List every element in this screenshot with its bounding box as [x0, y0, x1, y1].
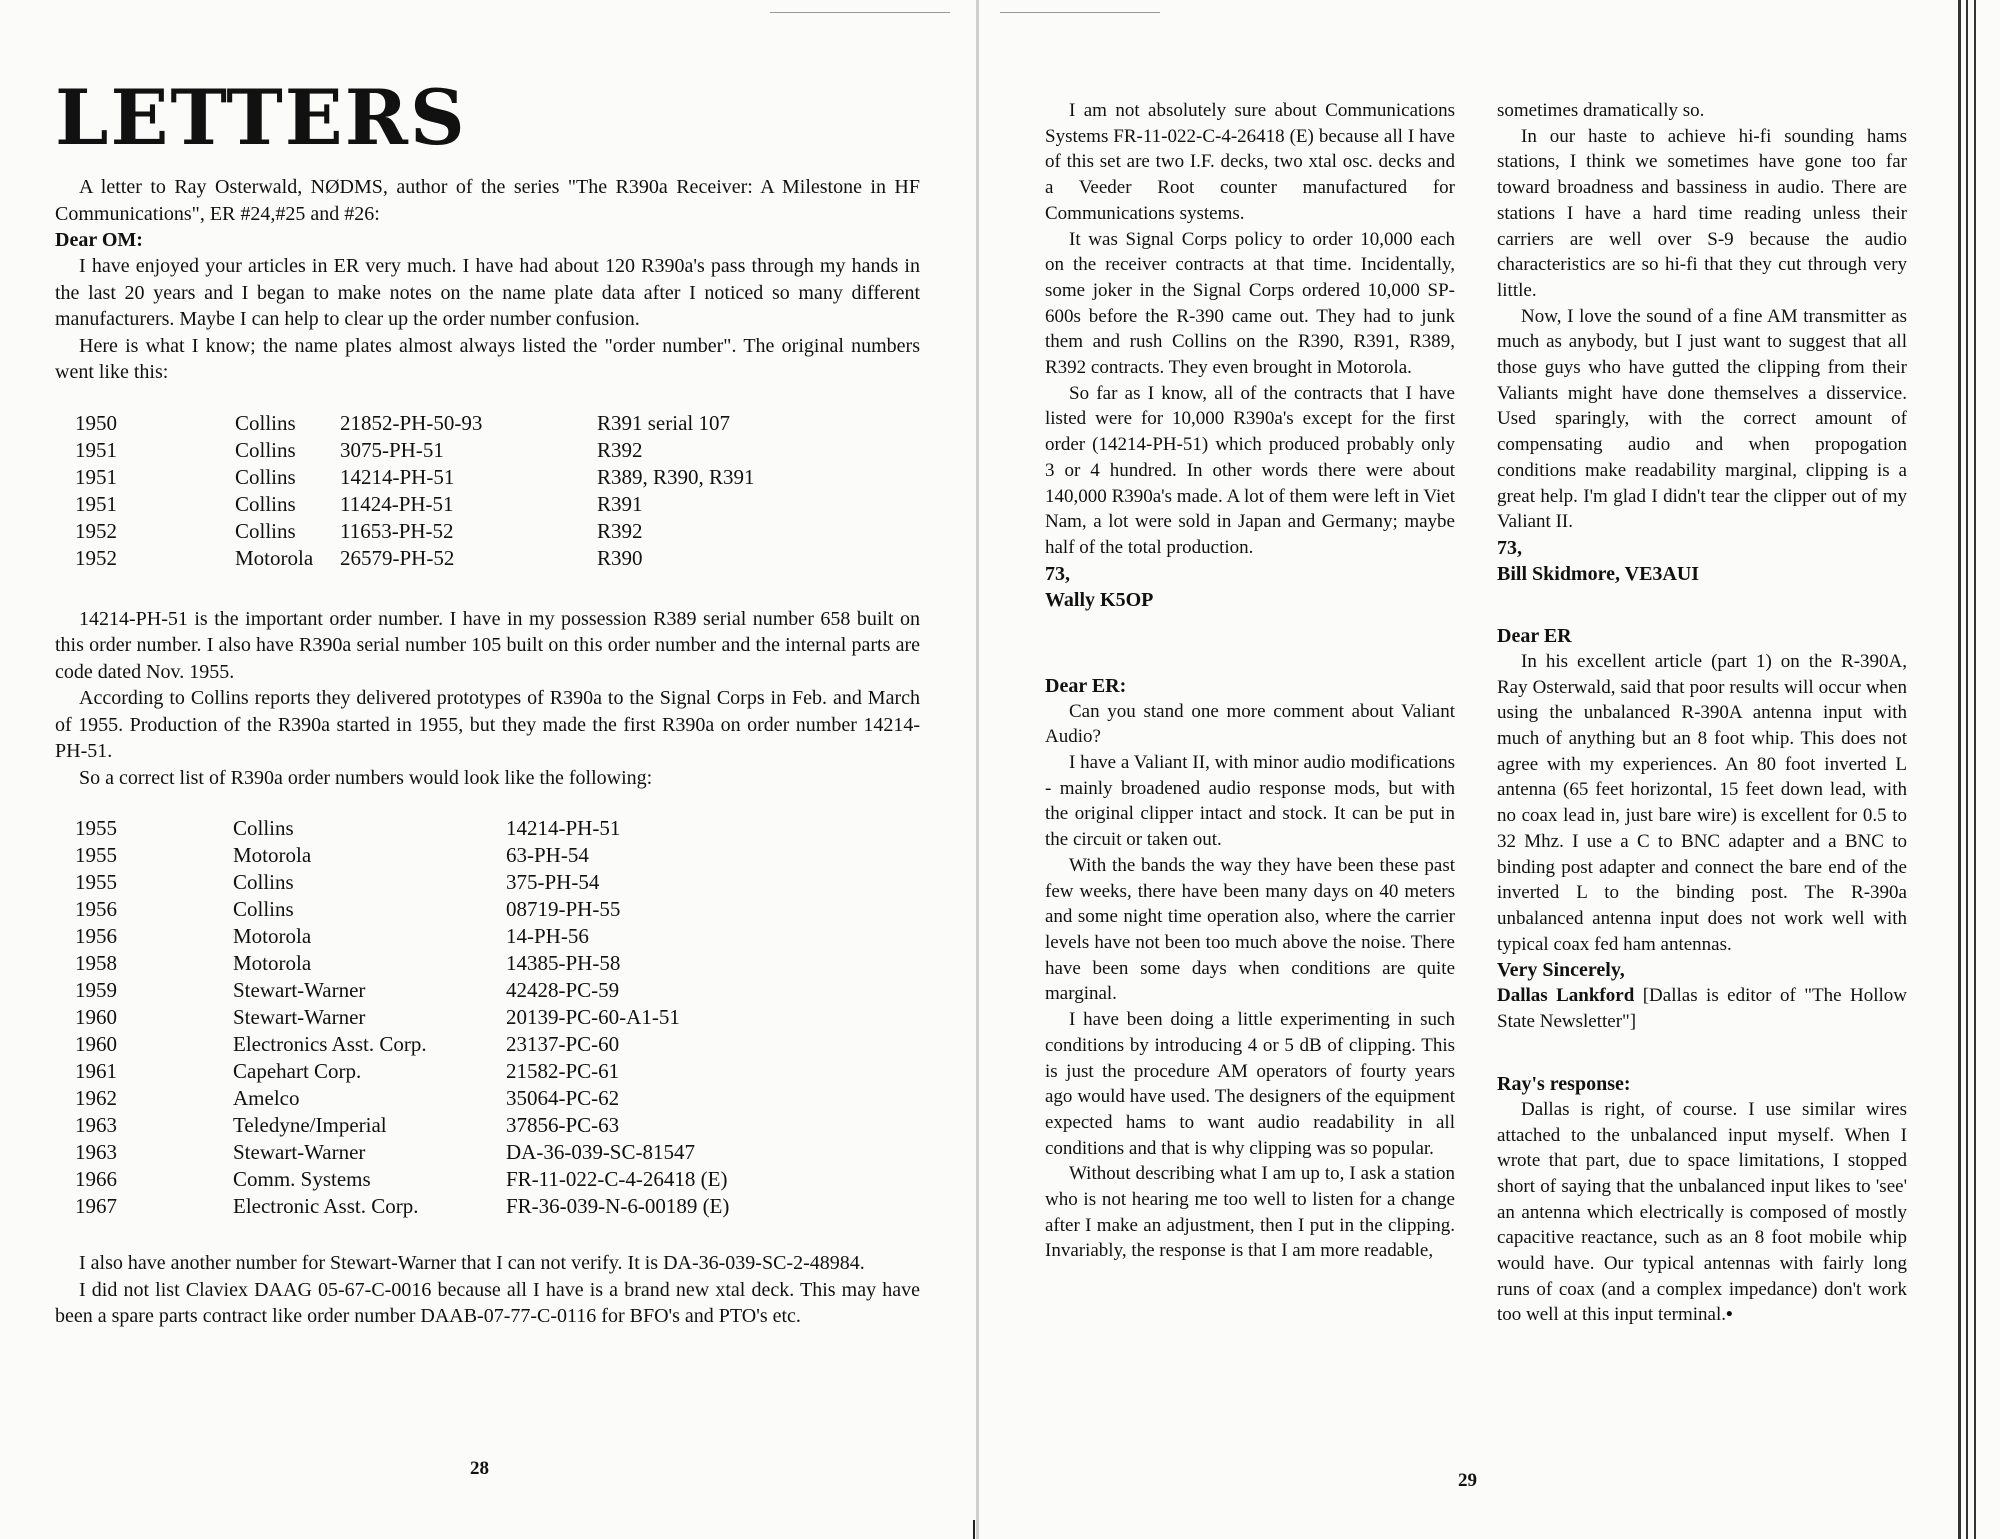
table-cell: 11653-PH-52: [340, 518, 454, 543]
table-cell: Collins: [235, 437, 296, 462]
table-cell: Electronics Asst. Corp.: [233, 1032, 427, 1056]
table-cell: 1951: [75, 437, 117, 462]
table-cell: 1955: [75, 843, 117, 867]
table-row: [75, 815, 729, 842]
page-edge-line: [1974, 0, 1976, 1539]
table-cell: Collins: [235, 410, 296, 435]
original-orders-table: [75, 410, 755, 572]
salutation: Dear ER:: [1045, 674, 1127, 697]
table-cell: Stewart-Warner: [233, 1140, 366, 1164]
table-cell: 14-PH-56: [506, 924, 589, 948]
editor-note: [Dallas is editor of "The Hollow State Newsletter"]: [1497, 985, 1907, 1033]
body-paragraph: sometimes dramatically so.: [1497, 100, 1705, 121]
left-page: [55, 73, 920, 1330]
table-cell: Stewart-Warner: [233, 1005, 366, 1029]
table-cell: DA-36-039-SC-81547: [506, 1140, 695, 1164]
page-gutter: [976, 0, 979, 1539]
table-cell: 1951: [75, 491, 117, 516]
scan-line: [1000, 12, 1160, 13]
table-row: [75, 842, 729, 869]
table-row: [75, 437, 755, 464]
letter-closing: 73,: [1045, 562, 1070, 585]
scan-line: [770, 12, 950, 13]
table-cell: Collins: [233, 870, 294, 894]
table-row: [75, 410, 755, 437]
table-cell: R391 serial 107: [597, 410, 730, 435]
right-page-column-2: [1497, 98, 1907, 1328]
table-cell: 1955: [75, 816, 117, 840]
table-cell: 1956: [75, 924, 117, 948]
table-cell: R392: [597, 518, 643, 543]
body-paragraph: With the bands the way they have been these past few weeks, there have been many days on 40 meters and some night time operation also, where the carrier levels have not been too much above the noise. There have been some days when conditions are quite marginal.: [1045, 854, 1455, 1005]
table-row: [75, 1112, 729, 1139]
body-paragraph: Without describing what I am up to, I ask a station who is not hearing me too well to listen for a change after I make an adjustment, then I put in the clipping. Invariably, the response is that I am more readable,: [1045, 1163, 1455, 1262]
table-cell: Collins: [235, 464, 296, 489]
table-row: [75, 1085, 729, 1112]
body-paragraph: I have enjoyed your articles in ER very much. I have had about 120 R390a's pass through my hands in the last 20 years and I began to make notes on the name plate data after I noticed so many different manufacturers. Maybe I can help to clear up the order number confusion.: [55, 255, 920, 330]
end-mark: •: [1726, 1304, 1733, 1326]
table-row: [75, 1031, 729, 1058]
table-cell: Electronic Asst. Corp.: [233, 1194, 419, 1218]
body-paragraph: I am not absolutely sure about Communications Systems FR-11-022-C-4-26418 (E) because all I have of this set are two I.F. decks, two xtal osc. decks and a Veeder Root counter manufactured for Communications systems.: [1045, 100, 1455, 224]
table-row: [75, 518, 755, 545]
table-row: [75, 1004, 729, 1031]
table-cell: 14214-PH-51: [340, 464, 455, 489]
table-row: [75, 1139, 729, 1166]
table-cell: R391: [597, 491, 643, 516]
table-cell: 1952: [75, 545, 117, 570]
table-cell: Stewart-Warner: [233, 978, 366, 1002]
body-paragraph: So a correct list of R390a order numbers would look like the following:: [79, 766, 653, 789]
table-cell: 375-PH-54: [506, 870, 600, 894]
table-cell: 1960: [75, 1005, 117, 1029]
response-text: Dallas is right, of course. I use similar wires attached to the unbalanced input myself. When I wrote that part, due to space limitations, I stopped short of saying that the unbalanced input likes to 'see' an antenna which electrically is composed of mostly capacitive reactance, such as an 8 foot mobile whip would have. Our typical antennas with fairly long runs of coax (and a complex impedance) don't work too well at this input terminal.: [1497, 1098, 1907, 1326]
table-cell: 11424-PH-51: [340, 491, 454, 516]
intro-paragraph: A letter to Ray Osterwald, NØDMS, author of the series "The R390a Receiver: A Milestone in HF Communications", ER #24,#25 and #26:: [55, 176, 920, 225]
table-cell: FR-11-022-C-4-26418 (E): [506, 1167, 728, 1191]
table-cell: 1950: [75, 410, 117, 435]
right-page-column-1: [1045, 98, 1455, 1264]
table-cell: 1958: [75, 951, 117, 975]
table-row: [75, 491, 755, 518]
response-heading: Ray's response:: [1497, 1072, 1631, 1095]
table-cell: 1961: [75, 1059, 117, 1083]
table-cell: 1963: [75, 1113, 117, 1137]
table-cell: Motorola: [233, 843, 312, 867]
table-cell: 14385-PH-58: [506, 951, 621, 975]
table-cell: 21582-PC-61: [506, 1059, 620, 1083]
table-cell: FR-36-039-N-6-00189 (E): [506, 1194, 730, 1218]
page-number: 28: [470, 1458, 489, 1479]
table-cell: 1963: [75, 1140, 117, 1164]
table-cell: R390: [597, 545, 643, 570]
body-paragraph: I have a Valiant II, with minor audio modifications - mainly broadened audio response mods, but with the original clipper intact and stock. It can be put in the circuit or taken out.: [1045, 752, 1455, 851]
table-cell: 21852-PH-50-93: [340, 410, 483, 435]
table-cell: 1955: [75, 870, 117, 894]
body-paragraph: In our haste to achieve hi-fi sounding hams stations, I think we sometimes have gone too far toward broadness and bassiness in audio. There are stations I have a hard time reading unless their carriers are well over S-9 because the audio characteristics are so hi-fi that they cut through very little.: [1497, 125, 1907, 301]
r390a-orders-table: [75, 815, 729, 1220]
table-cell: Collins: [235, 518, 296, 543]
table-cell: R392: [597, 437, 643, 462]
body-paragraph: 14214-PH-51 is the important order number. I have in my possession R389 serial number 658 built on this order number. I also have R390a serial number 105 built on this order number and the internal parts are code dated Nov. 1955.: [55, 607, 920, 683]
page-title: LETTERS: [55, 73, 467, 162]
table-cell: 26579-PH-52: [340, 545, 455, 570]
body-paragraph: I have been doing a little experimenting in such conditions by introducing 4 or 5 dB of clipping. This is just the procedure AM operators of fourty years ago would have used. The designers of the equipment expected hams to want audio readability in all conditions and that is why clipping was so popular.: [1045, 1009, 1455, 1159]
table-row: [75, 545, 755, 572]
body-paragraph: Now, I love the sound of a fine AM transmitter as much as anybody, but I just want to suggest that all those guys who have gutted the clipping from their Valiants might have done themselves a disservice. Used sparingly, with the correct amount of compensating audio and when propogation conditions make readability marginal, clipping is a great help. I'm glad I didn't tear the clipper out of my Valiant II.: [1497, 305, 1907, 533]
body-paragraph: Can you stand one more comment about Valiant Audio?: [1045, 700, 1455, 748]
letter-signature: Dallas Lankford: [1497, 985, 1635, 1007]
table-cell: 63-PH-54: [506, 843, 589, 867]
table-row: [75, 950, 729, 977]
body-paragraph: [1497, 1097, 1907, 1328]
table-row: [75, 1166, 729, 1193]
table-row: [75, 923, 729, 950]
table-row: [75, 1193, 729, 1220]
table-cell: 1966: [75, 1167, 117, 1191]
table-cell: Motorola: [233, 924, 312, 948]
table-row: [75, 869, 729, 896]
table-cell: Teledyne/Imperial: [233, 1113, 387, 1137]
table-row: [75, 896, 729, 923]
table-cell: 1962: [75, 1086, 117, 1110]
binding-mark: [973, 1520, 975, 1539]
body-paragraph: In his excellent article (part 1) on the R-390A, Ray Osterwald, said that poor results will occur when using the unbalanced R-390A antenna input with much of anything but an 8 foot whip. This does not agree with my experiences. An 80 foot inverted L antenna (65 feet horizontal, 15 feet down lead, with no coax lead in, just bare wire) is excellent for 0.5 to 32 Mhz. I use a C to BNC adapter and a BNC to binding post adapter and connect the bare end of the inverted L to the binding post. The R-390a unbalanced antenna input does not work well with typical coax fed ham antennas.: [1497, 650, 1907, 955]
table-cell: 1967: [75, 1194, 117, 1218]
salutation: Dear ER: [1497, 624, 1572, 647]
table-cell: 20139-PC-60-A1-51: [506, 1005, 680, 1029]
page-edge-line: [1966, 0, 1968, 1539]
table-cell: 3075-PH-51: [340, 437, 444, 462]
table-cell: Comm. Systems: [233, 1167, 371, 1191]
table-cell: Motorola: [233, 951, 312, 975]
letter-signature: Wally K5OP: [1045, 588, 1154, 611]
letter-closing: Very Sincerely,: [1497, 959, 1625, 982]
letter-signature: Bill Skidmore, VE3AUI: [1497, 562, 1700, 585]
table-cell: 1952: [75, 518, 117, 543]
table-cell: 1956: [75, 897, 117, 921]
table-cell: 08719-PH-55: [506, 897, 621, 921]
body-paragraph: I also have another number for Stewart-Warner that I can not verify. It is DA-36-039-SC-2-48984.: [79, 1252, 865, 1274]
letter-closing: 73,: [1497, 536, 1522, 559]
body-paragraph: I did not list Claviex DAAG 05-67-C-0016 because all I have is a brand new xtal deck. This may have been a spare parts contract like order number DAAB-07-77-C-0116 for BFO's and PTO's etc.: [55, 1278, 920, 1327]
body-paragraph: Here is what I know; the name plates almost always listed the "order number". The original numbers went like this:: [55, 334, 920, 383]
table-row: [75, 464, 755, 491]
table-cell: Collins: [233, 816, 294, 840]
table-cell: R389, R390, R391: [597, 464, 755, 489]
table-cell: 42428-PC-59: [506, 978, 620, 1002]
table-row: [75, 977, 729, 1004]
table-cell: Collins: [235, 491, 296, 516]
table-cell: 35064-PC-62: [506, 1086, 620, 1110]
table-cell: 37856-PC-63: [506, 1113, 620, 1137]
page-number: 29: [1458, 1470, 1477, 1491]
table-cell: 23137-PC-60: [506, 1032, 620, 1056]
table-cell: Motorola: [235, 545, 314, 570]
table-cell: Amelco: [233, 1086, 300, 1110]
table-cell: 1960: [75, 1032, 117, 1056]
body-paragraph: It was Signal Corps policy to order 10,000 each on the receiver contracts at that time. Incidentally, some joker in the Signal Corps ordered 10,000 SP-600s before the R-390 came out. They had to junk them and rush Collins on the R390, R391, R389, R392 contracts. They even brought in Motorola.: [1045, 228, 1455, 379]
table-cell: 1959: [75, 978, 117, 1002]
table-row: [75, 1058, 729, 1085]
body-paragraph: According to Collins reports they delivered prototypes of R390a to the Signal Corps in Feb. and March of 1955. Production of the R390a started in 1955, but they made the first R390a on order number 14214-PH-51.: [55, 687, 920, 762]
page-edge-line: [1958, 0, 1961, 1539]
table-cell: 1951: [75, 464, 117, 489]
table-cell: 14214-PH-51: [506, 816, 621, 840]
table-cell: Capehart Corp.: [233, 1059, 362, 1083]
signature-line: [1497, 983, 1907, 1034]
body-paragraph: So far as I know, all of the contracts that I have listed were for 10,000 R390a's except for the first order (14214-PH-51) which produced probably only 3 or 4 hundred. In other words there were about 140,000 R390a's made. A lot of them were left in Viet Nam, a lot were sold in Japan and Germany; maybe half of the total production.: [1045, 382, 1455, 558]
salutation: Dear OM:: [55, 229, 143, 251]
table-cell: Collins: [233, 897, 294, 921]
